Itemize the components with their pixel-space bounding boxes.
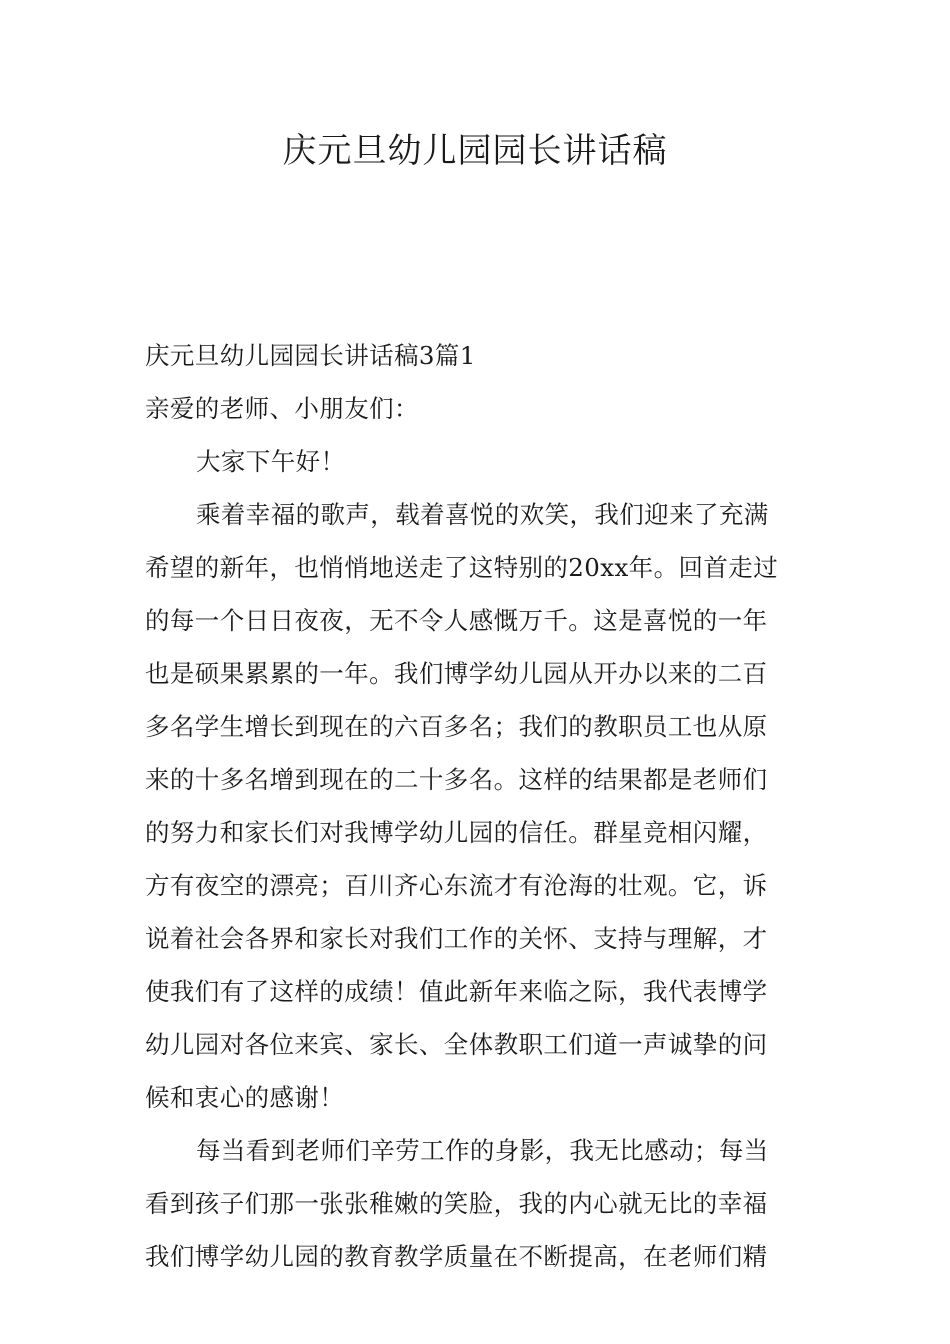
text-line: 庆元旦幼儿园园长讲话稿3篇1 <box>145 341 476 370</box>
text-line: 方有夜空的漂亮；百川齐心东流才有沧海的壮观。它，诉 <box>145 871 768 900</box>
text-line: 幼儿园对各位来宾、家长、全体教职工们道一声诚挚的问 <box>145 1030 768 1059</box>
text-line: 每当看到老师们辛劳工作的身影，我无比感动；每当 <box>196 1136 769 1165</box>
text-line: 使我们有了这样的成绩！值此新年来临之际，我代表博学 <box>145 977 768 1006</box>
text-line: 希望的新年，也悄悄地送走了这特别的20xx年。回首走过 <box>145 553 779 582</box>
text-line: 说着社会各界和家长对我们工作的关怀、支持与理解，才 <box>145 924 768 953</box>
text-line: 候和衷心的感谢！ <box>145 1083 345 1112</box>
text-line: 的每一个日日夜夜，无不令人感慨万千。这是喜悦的一年 <box>145 606 768 635</box>
text-line: 的努力和家长们对我博学幼儿园的信任。群星竞相闪耀， <box>145 818 768 847</box>
text-line: 多名学生增长到现在的六百多名；我们的教职员工也从原 <box>145 712 768 741</box>
text-line: 我们博学幼儿园的教育教学质量在不断提高，在老师们精 <box>145 1242 768 1271</box>
text-line: 大家下午好！ <box>196 447 346 476</box>
text-line: 乘着幸福的歌声，载着喜悦的欢笑，我们迎来了充满 <box>196 500 769 529</box>
text-line: 也是硕果累累的一年。我们博学幼儿园从开办以来的二百 <box>145 659 768 688</box>
document-body <box>145 329 805 1283</box>
document-title: 庆元旦幼儿园园长讲话稿 <box>282 131 668 171</box>
text-line: 来的十多名增到现在的二十多名。这样的结果都是老师们 <box>145 765 768 794</box>
text-line: 亲爱的老师、小朋友们： <box>145 394 419 423</box>
text-line: 看到孩子们那一张张稚嫩的笑脸，我的内心就无比的幸福 <box>145 1189 768 1218</box>
